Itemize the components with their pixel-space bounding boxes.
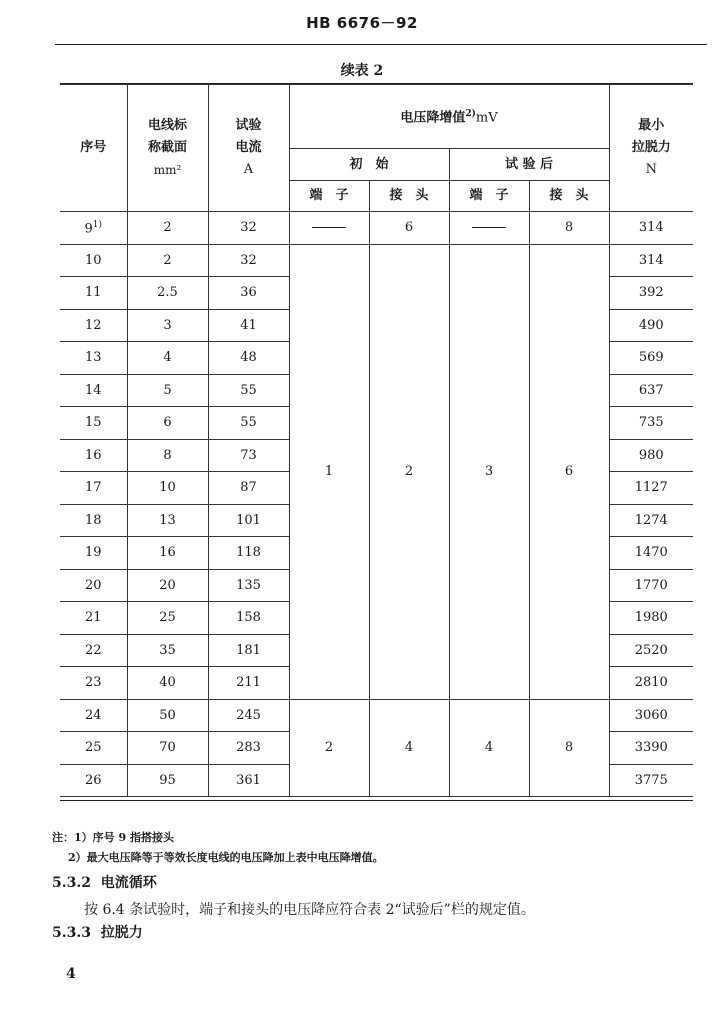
pull-cell: 2810: [609, 667, 693, 700]
pull-cell: 490: [609, 309, 693, 342]
seq-cell: 19: [60, 537, 127, 570]
seq-cell: 15: [60, 407, 127, 440]
seq-cell: 22: [60, 634, 127, 667]
seq-cell: 14: [60, 374, 127, 407]
seq-cell: 12: [60, 309, 127, 342]
seq-cell: 20: [60, 569, 127, 602]
pull-cell: 1980: [609, 602, 693, 635]
area-cell: 8: [127, 439, 208, 472]
voltage-drop-init-terminal-cell: 1: [289, 244, 369, 699]
area-cell: 25: [127, 602, 208, 635]
after-terminal-cell: [449, 212, 529, 245]
header-area: 电线标 称截面 mm²: [127, 85, 208, 212]
area-cell: 70: [127, 732, 208, 765]
area-cell: 95: [127, 764, 208, 797]
initial-joint-cell: 6: [369, 212, 449, 245]
current-cell: 55: [208, 407, 289, 440]
note-1: 注：1）序号 9 指搭接头: [52, 831, 174, 844]
current-cell: 41: [208, 309, 289, 342]
area-cell: 5: [127, 374, 208, 407]
seq-cell: 10: [60, 244, 127, 277]
voltage-drop-after-joint-cell: 6: [529, 244, 609, 699]
current-cell: 135: [208, 569, 289, 602]
area-cell: 2: [127, 212, 208, 245]
dash-mark: [472, 227, 506, 228]
current-cell: 283: [208, 732, 289, 765]
pull-cell: 735: [609, 407, 693, 440]
pull-cell: 637: [609, 374, 693, 407]
header-pull-force: 最小 拉脱力 N: [609, 85, 693, 212]
pull-cell: 1127: [609, 472, 693, 505]
area-cell: 3: [127, 309, 208, 342]
current-cell: 361: [208, 764, 289, 797]
pull-cell: 569: [609, 342, 693, 375]
current-cell: 101: [208, 504, 289, 537]
seq-cell: 11: [60, 277, 127, 310]
dash-mark: [312, 227, 346, 228]
pull-cell: 1470: [609, 537, 693, 570]
current-cell: 245: [208, 699, 289, 732]
pull-cell: 1274: [609, 504, 693, 537]
table-bottom-rule: [60, 800, 693, 801]
section-5-3-2-body: 按 6.4 条试验时，端子和接头的电压降应符合表 2“试验后”栏的规定值。: [84, 902, 535, 918]
header-after-test: 试 验 后: [449, 149, 609, 181]
header-seq: 序号: [60, 85, 127, 212]
voltage-drop-init-joint-cell: 4: [369, 699, 449, 797]
area-cell: 6: [127, 407, 208, 440]
current-cell: 181: [208, 634, 289, 667]
pull-cell: 980: [609, 439, 693, 472]
note-2: 2）最大电压降等于等效长度电线的电压降加上表中电压降增值。: [68, 851, 384, 864]
table-row: [60, 244, 693, 277]
seq-cell: 26: [60, 764, 127, 797]
header-after-joint: 接 头: [529, 181, 609, 212]
header-current: 试验 电流 A: [208, 85, 289, 212]
area-cell: 13: [127, 504, 208, 537]
current-cell: 73: [208, 439, 289, 472]
current-cell: 55: [208, 374, 289, 407]
seq-cell: 16: [60, 439, 127, 472]
header-after-terminal: 端 子: [449, 181, 529, 212]
seq-cell: 13: [60, 342, 127, 375]
voltage-drop-init-joint-cell: 2: [369, 244, 449, 699]
table-notes: [52, 828, 384, 868]
table-row: [60, 212, 693, 245]
table-row: [60, 699, 693, 732]
seq-cell: 18: [60, 504, 127, 537]
table-caption: 续表 2: [340, 63, 384, 79]
current-cell: 158: [208, 602, 289, 635]
area-cell: 4: [127, 342, 208, 375]
area-cell: 2: [127, 244, 208, 277]
section-5-3-2-heading: 5.3.2 电流循环: [52, 875, 157, 891]
header-initial: 初 始: [289, 149, 449, 181]
seq-cell: 17: [60, 472, 127, 505]
pull-cell: 1770: [609, 569, 693, 602]
pull-cell: 3390: [609, 732, 693, 765]
current-cell: 87: [208, 472, 289, 505]
initial-terminal-cell: [289, 212, 369, 245]
current-cell: 32: [208, 212, 289, 245]
current-cell: 32: [208, 244, 289, 277]
area-cell: 2.5: [127, 277, 208, 310]
current-cell: 211: [208, 667, 289, 700]
data-table: [60, 84, 693, 797]
header-voltage-drop: 电压降增值$^{2)}$mV: [289, 85, 609, 149]
pull-cell: 314: [609, 212, 693, 245]
area-cell: 50: [127, 699, 208, 732]
area-cell: 16: [127, 537, 208, 570]
voltage-drop-init-terminal-cell: 2: [289, 699, 369, 797]
pull-cell: 2520: [609, 634, 693, 667]
current-cell: 118: [208, 537, 289, 570]
after-joint-cell: 8: [529, 212, 609, 245]
header-rule: [55, 44, 707, 45]
current-cell: 36: [208, 277, 289, 310]
current-cell: 48: [208, 342, 289, 375]
area-cell: 20: [127, 569, 208, 602]
area-cell: 10: [127, 472, 208, 505]
pull-cell: 392: [609, 277, 693, 310]
header-initial-terminal: 端 子: [289, 181, 369, 212]
document-code-header: HB 6676－92: [306, 14, 418, 32]
area-cell: 35: [127, 634, 208, 667]
header-initial-joint: 接 头: [369, 181, 449, 212]
voltage-drop-after-terminal-cell: 4: [449, 699, 529, 797]
section-5-3-3-heading: 5.3.3 拉脱力: [52, 925, 143, 941]
seq-cell: 21: [60, 602, 127, 635]
area-cell: 40: [127, 667, 208, 700]
seq-cell: 24: [60, 699, 127, 732]
page-number: 4: [66, 966, 76, 982]
voltage-drop-after-terminal-cell: 3: [449, 244, 529, 699]
seq-cell: 25: [60, 732, 127, 765]
seq-cell: 9$^{1)}$: [60, 212, 127, 245]
seq-cell: 23: [60, 667, 127, 700]
pull-cell: 314: [609, 244, 693, 277]
pull-cell: 3060: [609, 699, 693, 732]
voltage-drop-after-joint-cell: 8: [529, 699, 609, 797]
pull-cell: 3775: [609, 764, 693, 797]
